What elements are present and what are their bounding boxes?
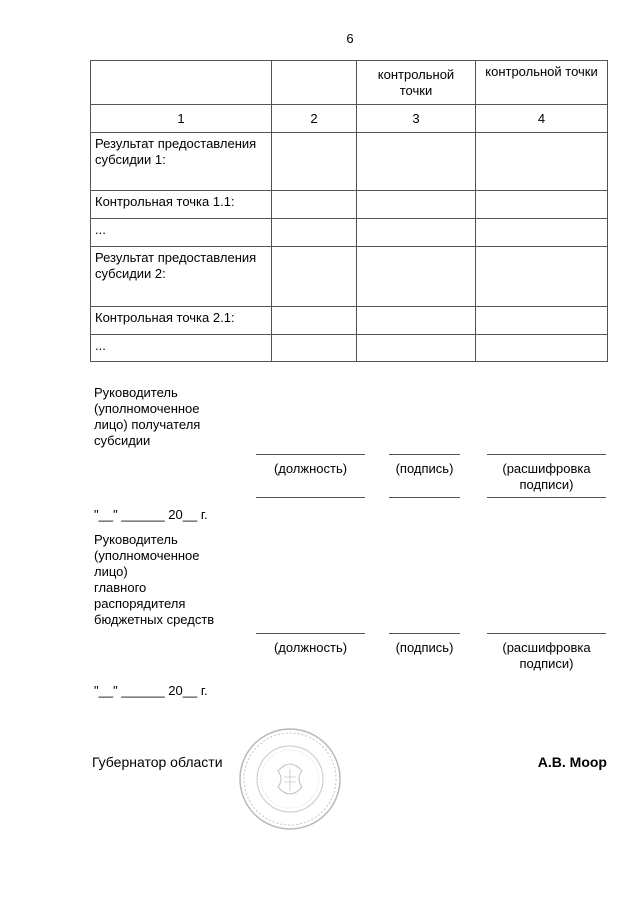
control-points-table: [90, 60, 608, 362]
table-header-cell: контрольной точки: [357, 61, 476, 105]
page-number: 6: [346, 31, 354, 46]
column-number: 4: [476, 105, 608, 133]
row-label: ...: [91, 219, 272, 247]
signatory-name: А.В. Моор: [537, 754, 607, 770]
position-caption: (должность): [273, 640, 348, 655]
decode-line: [487, 633, 606, 634]
decode-underline: [487, 497, 606, 498]
decode-line: [487, 454, 606, 455]
table-row: [91, 335, 608, 362]
signature-caption: (подпись): [395, 461, 454, 476]
table-header-cell: [91, 61, 272, 105]
row-label: ...: [91, 335, 272, 362]
decode-caption: (расшифровка подписи): [502, 461, 591, 492]
table-header-cell: [272, 61, 357, 105]
position-underline: [256, 497, 365, 498]
row-label: Контрольная точка 2.1:: [91, 307, 272, 335]
table-number-row: [91, 105, 608, 133]
table-row: [91, 219, 608, 247]
date-field: "__" ______ 20__ г.: [94, 683, 208, 698]
table-row: [91, 307, 608, 335]
table-header-row: [91, 61, 608, 105]
column-number: 2: [272, 105, 357, 133]
row-label: Контрольная точка 1.1:: [91, 191, 272, 219]
table-row: [91, 191, 608, 219]
decode-caption: (расшифровка подписи): [502, 640, 591, 671]
signature-underline: [389, 497, 460, 498]
row-label: Результат предоставления субсидии 1:: [91, 133, 272, 191]
column-number: 3: [357, 105, 476, 133]
table-row: [91, 133, 608, 191]
column-number: 1: [91, 105, 272, 133]
table-row: [91, 247, 608, 307]
table-header-cell: контрольной точки: [476, 61, 608, 105]
signature-caption: (подпись): [395, 640, 454, 655]
budget-manager-title: Руководитель (уполномоченное лицо) главного распорядителя бюджетных средств: [94, 532, 215, 627]
position-line: [256, 633, 365, 634]
row-label: Результат предоставления субсидии 2:: [91, 247, 272, 307]
governor-label: Губернатор области: [92, 754, 223, 770]
signature-line: [389, 454, 460, 455]
position-line: [256, 454, 365, 455]
official-seal-icon: [238, 727, 342, 831]
signature-line: [389, 633, 460, 634]
position-caption: (должность): [273, 461, 348, 476]
date-field: "__" ______ 20__ г.: [94, 507, 208, 522]
recipient-head-title: Руководитель (уполномоченное лицо) получателя субсидии: [94, 385, 201, 448]
